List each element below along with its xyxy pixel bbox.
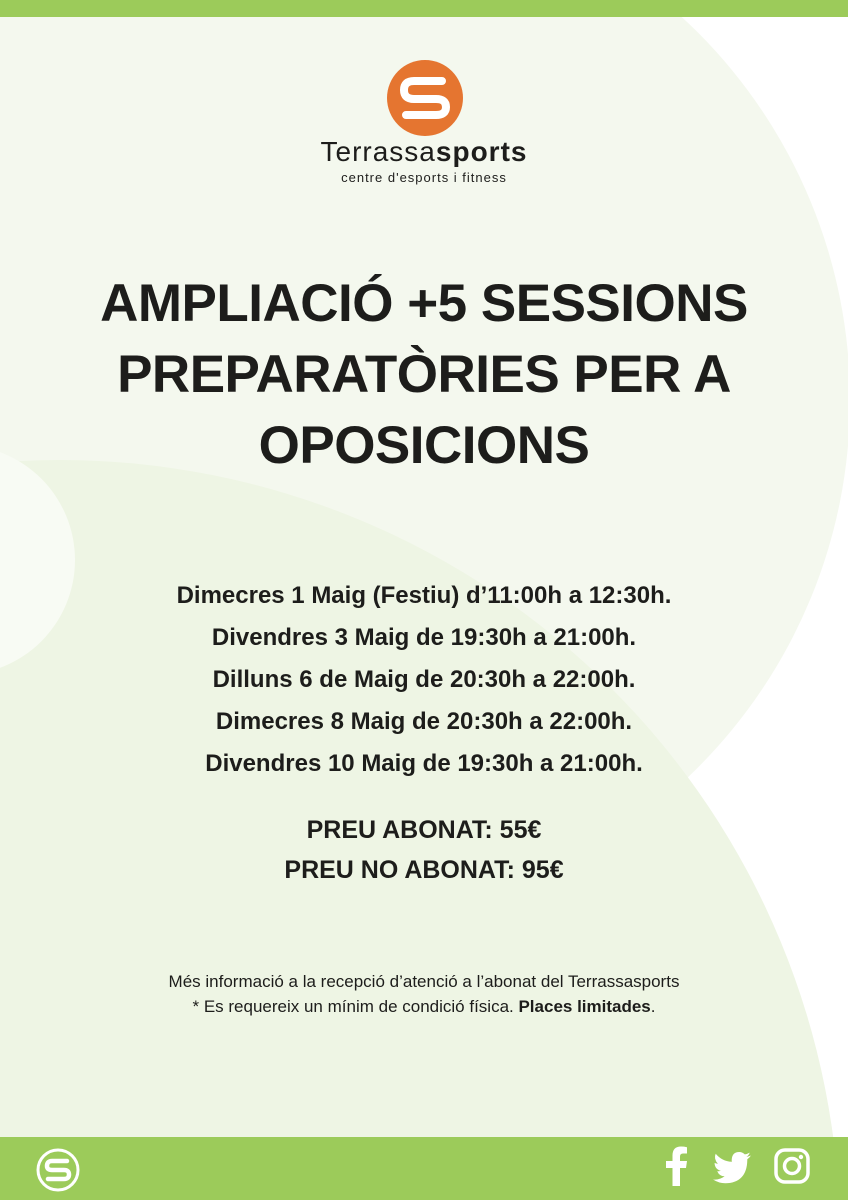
price-non-member: PREU NO ABONAT: 95€ [284,856,564,884]
brand-name-light: Terrassa [320,136,436,167]
session-item: Dimecres 8 Maig de 20:30h a 22:00h. [215,708,633,735]
session-item: Divendres 10 Maig de 19:30h a 21:00h. [205,750,643,777]
session-item: Dilluns 6 de Maig de 20:30h a 22:00h. [212,666,636,693]
title-line: AMPLIACIÓ +5 SESSIONS [100,274,748,333]
price-member: PREU ABONAT: 55€ [306,816,542,844]
terrassasports-logo-icon [386,59,464,137]
session-schedule-list [0,575,848,785]
info-block [0,969,848,1019]
info-line: Més informació a la recepció d’atenció a l’abonat del Terrassasports [168,972,680,991]
brand-name [0,136,848,168]
page-title [20,268,828,481]
session-item: Dimecres 1 Maig (Festiu) d’11:00h a 12:30h. [176,582,672,609]
title-line: OPOSICIONS [258,416,590,475]
instagram-icon[interactable] [772,1146,812,1186]
terrassasports-footer-logo-icon[interactable] [36,1148,80,1192]
session-item: Divendres 3 Maig de 19:30h a 21:00h. [211,624,637,651]
brand-tagline: centre d'esports i fitness [341,170,507,185]
top-accent-bar [0,0,848,17]
twitter-icon[interactable] [712,1146,752,1186]
brand-name-bold: sports [435,136,528,167]
facebook-icon[interactable] [662,1146,690,1186]
info-requirements [0,994,848,1019]
requirements-end: . [650,997,656,1016]
price-block [0,810,848,890]
title-line: PREPARATÒRIES PER A [117,345,731,404]
limited-places-text: Places limitades [518,997,651,1016]
requirements-text: * Es requereix un mínim de condició física. [192,997,519,1016]
